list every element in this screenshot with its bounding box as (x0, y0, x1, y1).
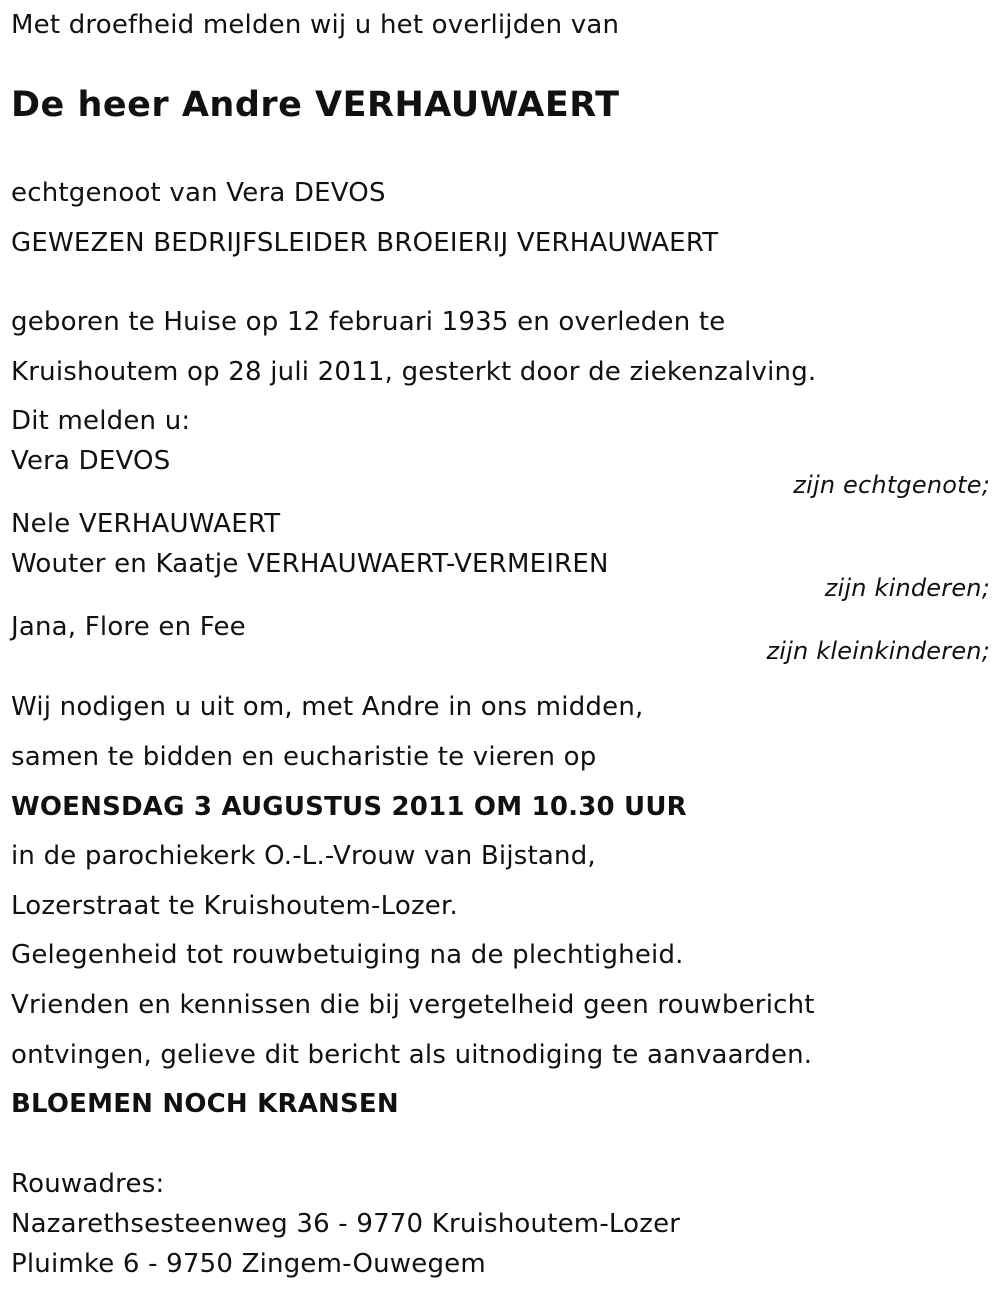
children-relation: zijn kinderen; (824, 574, 990, 602)
friends-line-1: Vrienden en kennissen die bij vergetelheid geen rouwbericht (11, 990, 815, 1020)
address-label: Rouwadres: (11, 1169, 165, 1199)
invitation-line-1: Wij nodigen u uit om, met Andre in ons midden, (11, 692, 644, 722)
child-name-1: Nele VERHAUWAERT (11, 509, 281, 539)
occupation-line: GEWEZEN BEDRIJFSLEIDER BROEIERIJ VERHAUWAERT (11, 228, 719, 258)
spouse-name: Vera DEVOS (11, 446, 171, 476)
grandchildren-relation: zijn kleinkinderen; (766, 637, 990, 665)
friends-line-2: ontvingen, gelieve dit bericht als uitnodiging te aanvaarden. (11, 1040, 813, 1070)
condolence-line: Gelegenheid tot rouwbetuiging na de plechtigheid. (11, 940, 684, 970)
address-line-2: Pluimke 6 - 9750 Zingem-Ouwegem (11, 1249, 486, 1279)
child-name-2: Wouter en Kaatje VERHAUWAERT-VERMEIREN (11, 549, 609, 579)
invitation-line-2: samen te bidden en eucharistie te vieren op (11, 742, 597, 772)
birth-line: geboren te Huise op 12 februari 1935 en overleden te (11, 307, 726, 337)
death-line: Kruishoutem op 28 juli 2011, gesterkt door de ziekenzalving. (11, 357, 817, 387)
spouse-line: echtgenoot van Vera DEVOS (11, 178, 386, 208)
announce-line: Dit melden u: (11, 406, 191, 436)
church-line: in de parochiekerk O.-L.-Vrouw van Bijstand, (11, 841, 596, 871)
intro-text: Met droefheid melden wij u het overlijden van (11, 10, 620, 40)
grandchildren-names: Jana, Flore en Fee (11, 612, 246, 642)
flowers-note: BLOEMEN NOCH KRANSEN (11, 1089, 399, 1119)
address-line-1: Nazarethsesteenweg 36 - 9770 Kruishoutem-Lozer (11, 1209, 681, 1239)
spouse-relation: zijn echtgenote; (793, 471, 990, 499)
street-line: Lozerstraat te Kruishoutem-Lozer. (11, 891, 458, 921)
deceased-name: De heer Andre VERHAUWAERT (11, 85, 620, 125)
service-datetime: WOENSDAG 3 AUGUSTUS 2011 OM 10.30 UUR (11, 792, 687, 822)
